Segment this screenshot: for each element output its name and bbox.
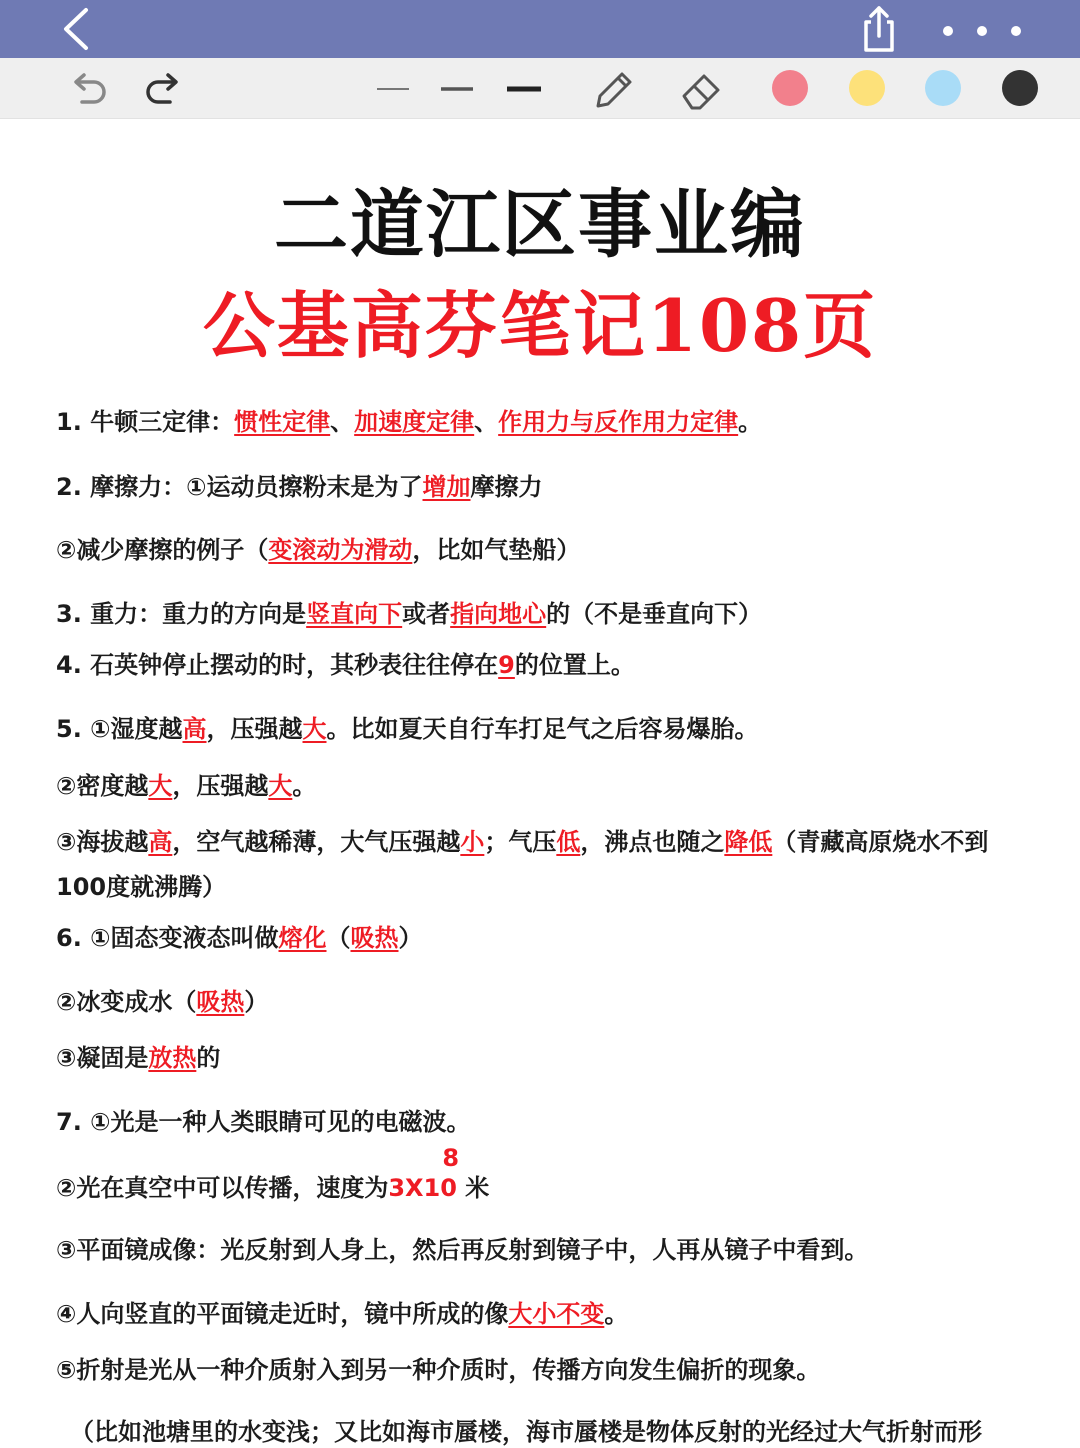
- top-nav-bar: [0, 0, 1080, 58]
- line-medium-icon[interactable]: [440, 85, 474, 93]
- note-line: ②光在真空中可以传播，速度为3X10 8 米: [56, 1144, 490, 1202]
- note-line: （比如池塘里的水变浅；又比如海市蜃楼，海市蜃楼是物体反射的光经过大气折射而形: [70, 1418, 982, 1446]
- color-swatch-black[interactable]: [1002, 70, 1038, 106]
- undo-icon[interactable]: [66, 68, 110, 108]
- note-line: ③凝固是放热的: [56, 1044, 221, 1072]
- color-swatch-blue[interactable]: [925, 70, 961, 106]
- note-line: 3. 重力：重力的方向是竖直向下或者指向地心的（不是垂直向下）: [56, 600, 763, 628]
- line-thin-icon[interactable]: [376, 86, 410, 92]
- page-title: 二道江区事业编: [274, 182, 806, 268]
- exponent: 8: [442, 1144, 460, 1172]
- redo-icon[interactable]: [142, 68, 186, 108]
- note-line: ②冰变成水（吸热）: [56, 988, 269, 1016]
- note-line: 6. ①固态变液态叫做熔化（吸热）: [56, 924, 423, 952]
- note-line: 5. ①湿度越高，压强越大。比如夏天自行车打足气之后容易爆胎。: [56, 715, 759, 743]
- note-line: 4. 石英钟停止摆动的时，其秒表往往停在9的位置上。: [56, 651, 635, 679]
- more-dots-icon[interactable]: [936, 16, 1036, 46]
- note-line: 1. 牛顿三定律：惯性定律、加速度定律、作用力与反作用力定律。: [56, 408, 763, 436]
- line-thick-icon[interactable]: [506, 84, 542, 94]
- color-swatch-pink[interactable]: [772, 70, 808, 106]
- page-subtitle: 公基高芬笔记108页: [202, 283, 878, 368]
- eraser-icon[interactable]: [678, 66, 726, 112]
- note-line: 100度就沸腾）: [56, 873, 227, 901]
- note-line: ③海拔越高，空气越稀薄，大气压强越小；气压低，沸点也随之降低（青藏高原烧水不到: [56, 828, 989, 856]
- annotation-toolbar: [0, 58, 1080, 119]
- color-swatch-yellow[interactable]: [849, 70, 885, 106]
- share-icon[interactable]: [854, 4, 904, 54]
- chevron-left-icon[interactable]: [52, 6, 102, 52]
- note-line: ②减少摩擦的例子（变滚动为滑动，比如气垫船）: [56, 536, 581, 564]
- note-line: ③平面镜成像：光反射到人身上，然后再反射到镜子中，人再从镜子中看到。: [56, 1236, 869, 1264]
- note-line: 2. 摩擦力：①运动员擦粉末是为了增加摩擦力: [56, 473, 543, 501]
- pen-icon[interactable]: [590, 66, 638, 112]
- note-line: ②密度越大，压强越大。: [56, 772, 317, 800]
- note-line: ④人向竖直的平面镜走近时，镜中所成的像大小不变。: [56, 1300, 629, 1328]
- note-line: ⑤折射是光从一种介质射入到另一种介质时，传播方向发生偏折的现象。: [56, 1356, 821, 1384]
- note-line: 7. ①光是一种人类眼睛可见的电磁波。: [56, 1108, 471, 1136]
